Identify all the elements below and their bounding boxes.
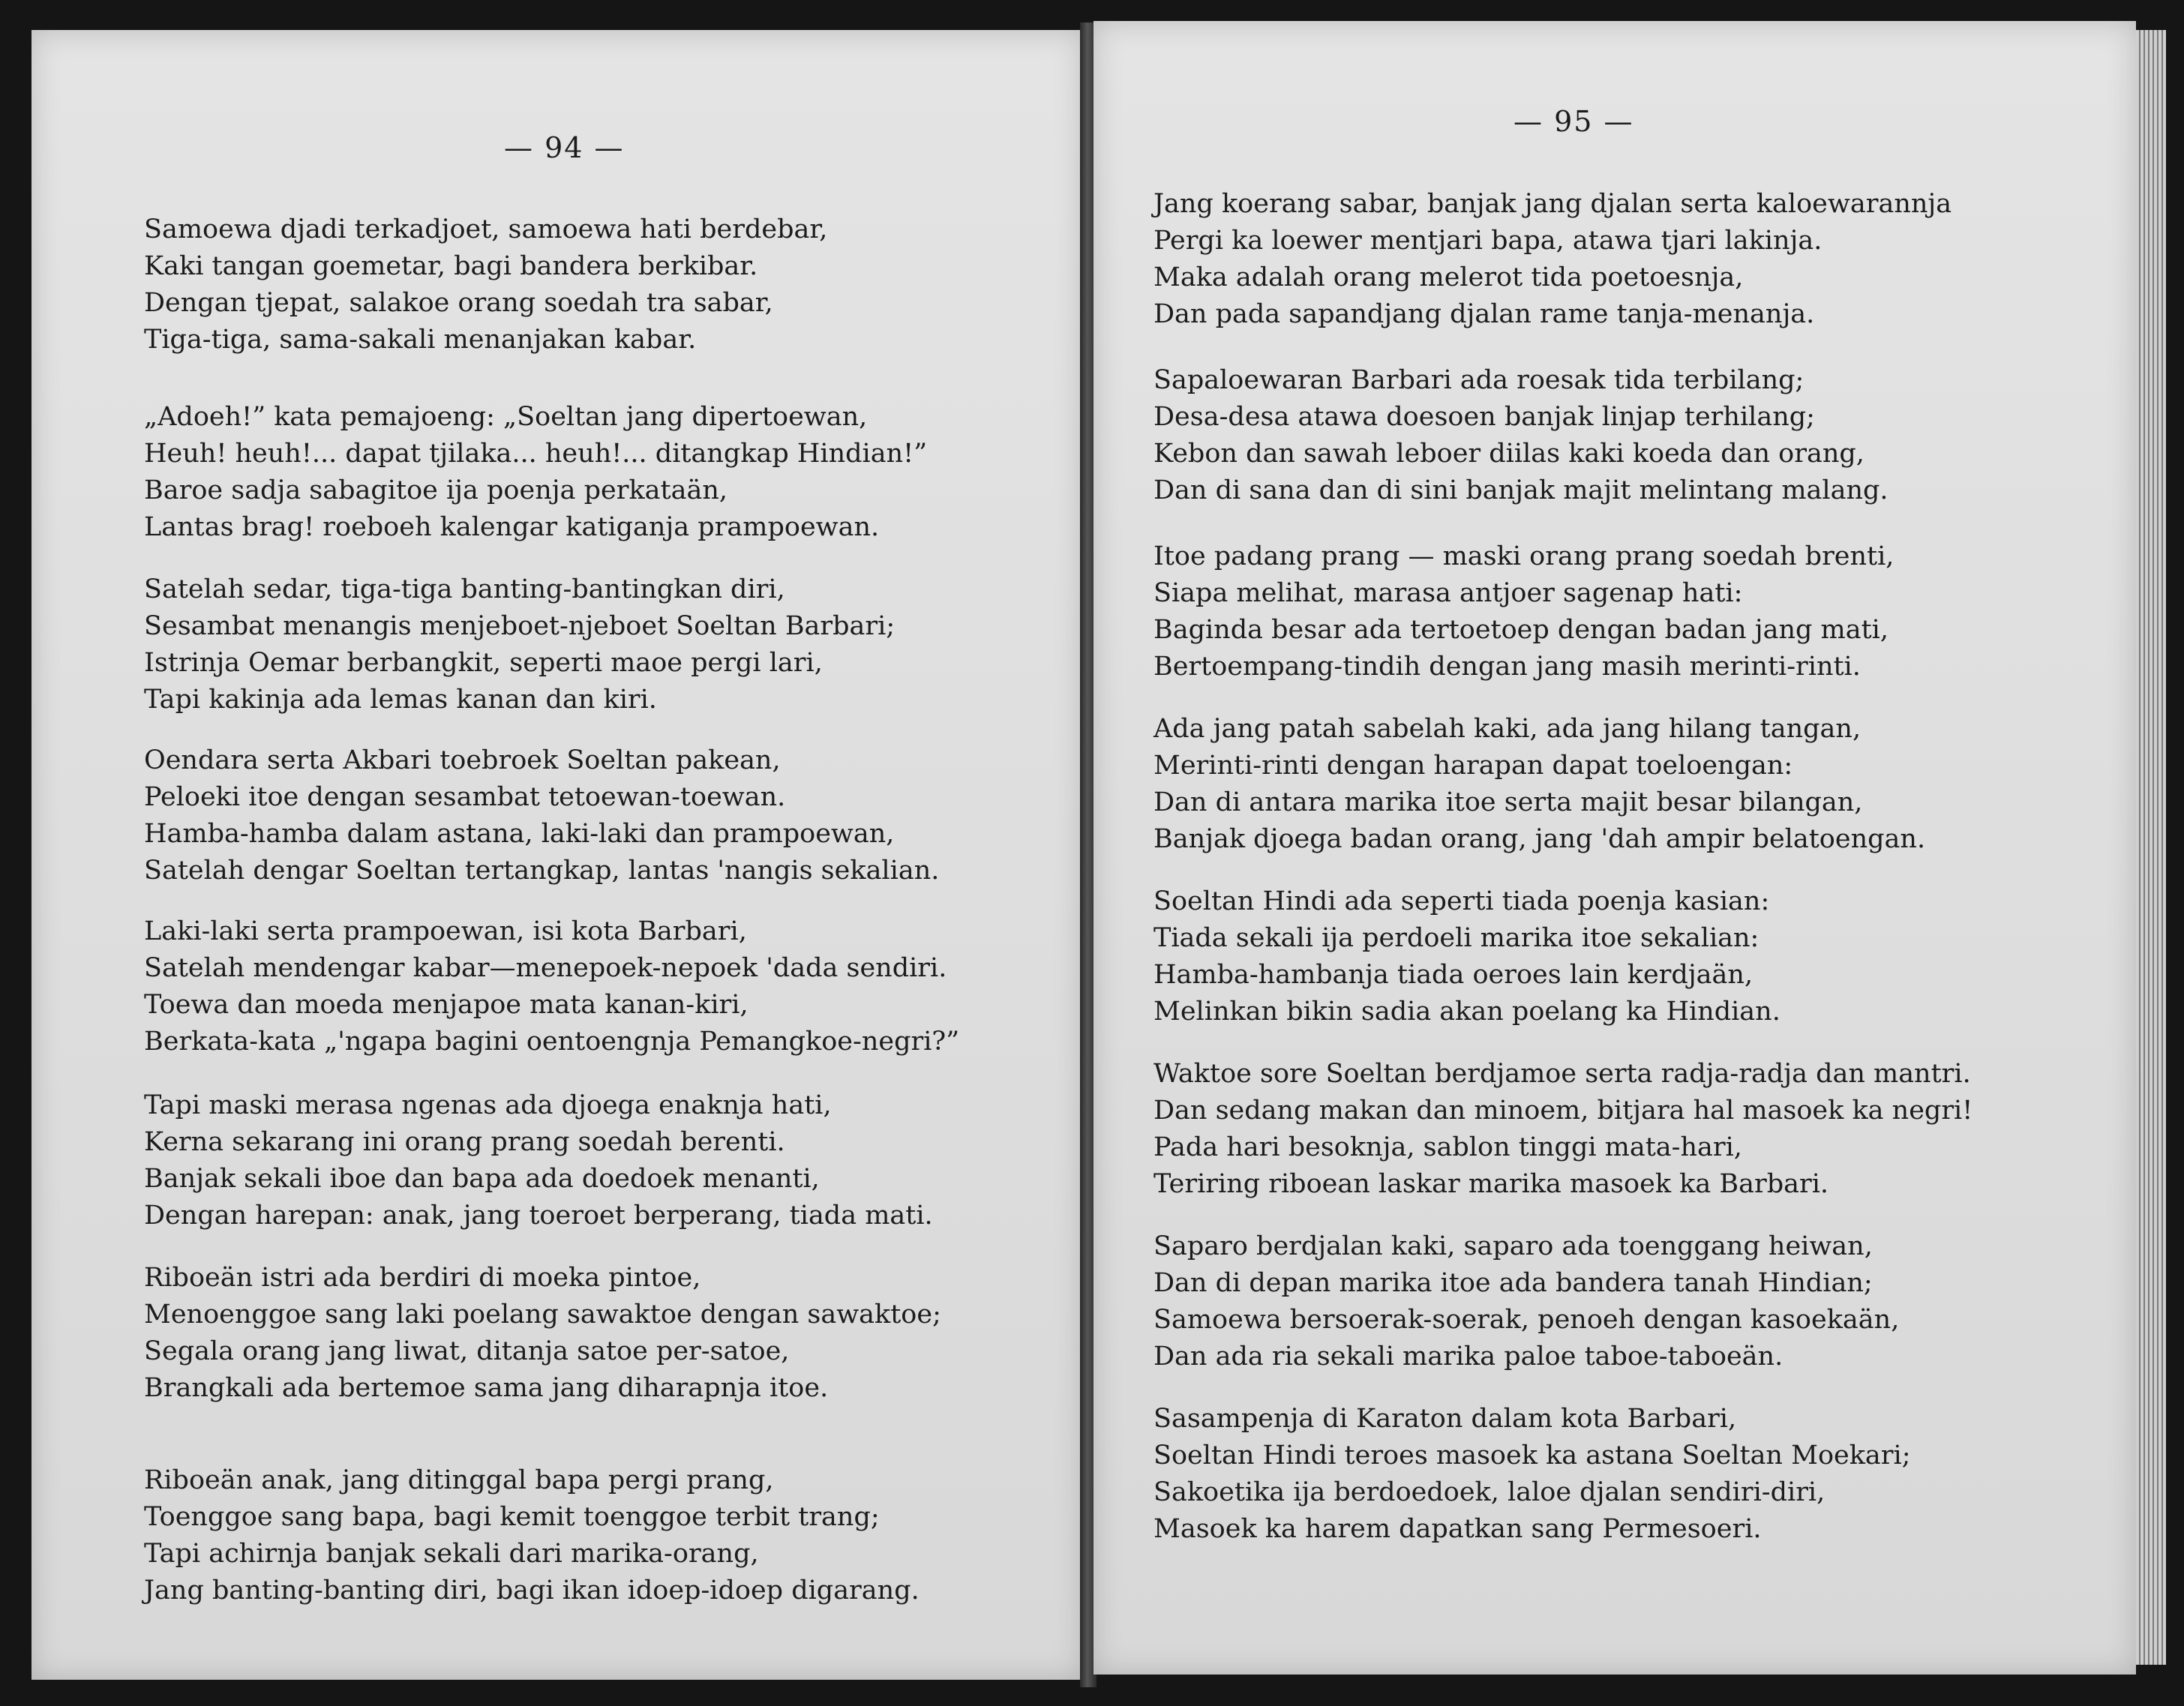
verse-line: Oendara serta Akbari toebroek Soeltan pakean, [144, 745, 781, 775]
verse-line: Toenggoe sang bapa, bagi kemit toenggoe terbit trang; [144, 1502, 880, 1532]
page-number: — 94 — [504, 131, 625, 164]
stanza [144, 571, 895, 718]
verse-line: Bertoempang-tindih dengan jang masih merinti-rinti. [1154, 652, 1861, 682]
verse-line: Jang banting-banting diri, bagi ikan idoep-idoep digarang. [144, 1576, 920, 1606]
verse-line: Jang koerang sabar, banjak jang djalan serta kaloewarannja [1154, 189, 1952, 219]
stanza [144, 211, 827, 358]
verse-line: Saparo berdjalan kaki, saparo ada toenggang heiwan, [1154, 1231, 1873, 1261]
verse-line: Kebon dan sawah leboer diilas kaki koeda dan orang, [1154, 439, 1864, 469]
verse-line: Berkata-kata „'ngapa bagini oentoengnja Pemangkoe-negri?” [144, 1027, 960, 1057]
stanza [1154, 1401, 1911, 1548]
page-edges [2136, 30, 2166, 1665]
stanza [1154, 1056, 1972, 1203]
stanza [1154, 538, 1894, 685]
stanza [1154, 711, 1925, 858]
verse-line: Ada jang patah sabelah kaki, ada jang hilang tangan, [1154, 714, 1862, 744]
verse-line: Menoenggoe sang laki poelang sawaktoe dengan sawaktoe; [144, 1300, 941, 1330]
stanza [144, 742, 939, 889]
stanza [144, 1462, 920, 1609]
verse-line: Dengan tjepat, salakoe orang soedah tra sabar, [144, 288, 773, 318]
stanza [1154, 362, 1888, 509]
verse-line: Waktoe sore Soeltan berdjamoe serta radja-radja dan mantri. [1154, 1059, 1971, 1089]
verse-line: Soeltan Hindi ada seperti tiada poenja kasian: [1154, 886, 1770, 916]
verse-line: Pergi ka loewer mentjari bapa, atawa tjari lakinja. [1154, 226, 1822, 256]
stanza [1154, 186, 1952, 333]
verse-line: Tapi maski merasa ngenas ada djoega enaknja hati, [144, 1090, 832, 1120]
verse-line: Hamba-hamba dalam astana, laki-laki dan prampoewan, [144, 819, 895, 849]
verse-line: Tapi achirnja banjak sekali dari marika-orang, [144, 1539, 759, 1569]
verse-line: Baginda besar ada tertoetoep dengan badan jang mati, [1154, 615, 1888, 645]
stanza [144, 1087, 933, 1234]
verse-line: Sesambat menangis menjeboet-njeboet Soeltan Barbari; [144, 611, 896, 641]
verse-line: Kerna sekarang ini orang prang soedah berenti. [144, 1127, 785, 1157]
verse-line: Dan pada sapandjang djalan rame tanja-menanja. [1154, 299, 1815, 329]
verse-line: Satelah sedar, tiga-tiga banting-bantingkan diri, [144, 574, 785, 604]
verse-line: Dan ada ria sekali marika paloe taboe-taboeän. [1154, 1342, 1784, 1372]
verse-line: Dan di antara marika itoe serta majit besar bilangan, [1154, 787, 1863, 817]
verse-line: Maka adalah orang melerot tida poetoesnja, [1154, 262, 1744, 292]
verse-line: Brangkali ada bertemoe sama jang diharapnja itoe. [144, 1373, 829, 1403]
verse-line: Hamba-hambanja tiada oeroes lain kerdjaän, [1154, 960, 1754, 990]
verse-line: Dengan harepan: anak, jang toeroet berperang, tiada mati. [144, 1201, 933, 1231]
stanza [1154, 883, 1780, 1030]
verse-line: Peloeki itoe dengan sesambat tetoewan-toewan. [144, 782, 786, 812]
verse-line: Satelah mendengar kabar—menepoek-nepoek 'dada sendiri. [144, 953, 947, 983]
verse-line: Riboeän istri ada berdiri di moeka pintoe, [144, 1263, 701, 1293]
verse-line: Segala orang jang liwat, ditanja satoe per-satoe, [144, 1336, 790, 1366]
verse-line: Tiada sekali ija perdoeli marika itoe sekalian: [1154, 923, 1760, 953]
verse-line: Desa-desa atawa doesoen banjak linjap terhilang; [1154, 402, 1815, 432]
stanza [144, 1260, 941, 1407]
verse-line: Dan di sana dan di sini banjak majit melintang malang. [1154, 475, 1888, 505]
verse-line: Istrinja Oemar berbangkit, seperti maoe pergi lari, [144, 648, 823, 678]
verse-line: Sakoetika ija berdoedoek, laloe djalan sendiri-diri, [1154, 1477, 1826, 1507]
stanza [144, 399, 927, 546]
stanza [1154, 1228, 1899, 1375]
verse-line: Riboeän anak, jang ditinggal bapa pergi prang, [144, 1465, 774, 1495]
verse-line: Satelah dengar Soeltan tertangkap, lantas 'nangis sekalian. [144, 856, 940, 886]
verse-line: Teriring riboean laskar marika masoek ka Barbari. [1154, 1169, 1829, 1199]
verse-line: Itoe padang prang — maski orang prang soedah brenti, [1154, 541, 1894, 571]
verse-line: Toewa dan moeda menjapoe mata kanan-kiri, [144, 990, 748, 1020]
verse-line: Dan sedang makan dan minoem, bitjara hal masoek ka negri! [1154, 1096, 1973, 1126]
verse-line: „Adoeh!” kata pemajoeng: „Soeltan jang dipertoewan, [144, 402, 868, 432]
verse-line: Banjak djoega badan orang, jang 'dah ampir belatoengan. [1154, 824, 1926, 854]
verse-line: Soeltan Hindi teroes masoek ka astana Soeltan Moekari; [1154, 1441, 1911, 1471]
verse-line: Tiga-tiga, sama-sakali menanjakan kabar. [144, 325, 697, 355]
verse-line: Tapi kakinja ada lemas kanan dan kiri. [144, 685, 657, 715]
verse-line: Siapa melihat, marasa antjoer sagenap hati: [1154, 578, 1743, 608]
verse-line: Dan di depan marika itoe ada bandera tanah Hindian; [1154, 1268, 1873, 1298]
verse-line: Lantas brag! roeboeh kalengar katiganja prampoewan. [144, 512, 880, 542]
left-page [32, 30, 1088, 1680]
verse-line: Melinkan bikin sadia akan poelang ka Hindian. [1154, 997, 1780, 1027]
verse-line: Sasampenja di Karaton dalam kota Barbari, [1154, 1404, 1737, 1434]
stanza [144, 913, 959, 1060]
verse-line: Samoewa djadi terkadjoet, samoewa hati berdebar, [144, 214, 828, 244]
right-page [1094, 21, 2136, 1675]
verse-line: Kaki tangan goemetar, bagi bandera berkibar. [144, 251, 758, 281]
verse-line: Masoek ka harem dapatkan sang Permesoeri. [1154, 1514, 1762, 1544]
verse-line: Sapaloewaran Barbari ada roesak tida terbilang; [1154, 365, 1804, 395]
verse-line: Samoewa bersoerak-soerak, penoeh dengan kasoekaän, [1154, 1305, 1900, 1335]
verse-line: Baroe sadja sabagitoe ija poenja perkataän, [144, 475, 728, 505]
verse-line: Heuh! heuh!... dapat tjilaka... heuh!... ditangkap Hindian!” [144, 439, 928, 469]
verse-line: Merinti-rinti dengan harapan dapat toeloengan: [1154, 751, 1793, 781]
verse-line: Pada hari besoknja, sablon tinggi mata-hari, [1154, 1132, 1742, 1162]
page-number: — 95 — [1514, 105, 1634, 138]
verse-line: Banjak sekali iboe dan bapa ada doedoek menanti, [144, 1164, 820, 1194]
verse-line: Laki-laki serta prampoewan, isi kota Barbari, [144, 916, 747, 946]
